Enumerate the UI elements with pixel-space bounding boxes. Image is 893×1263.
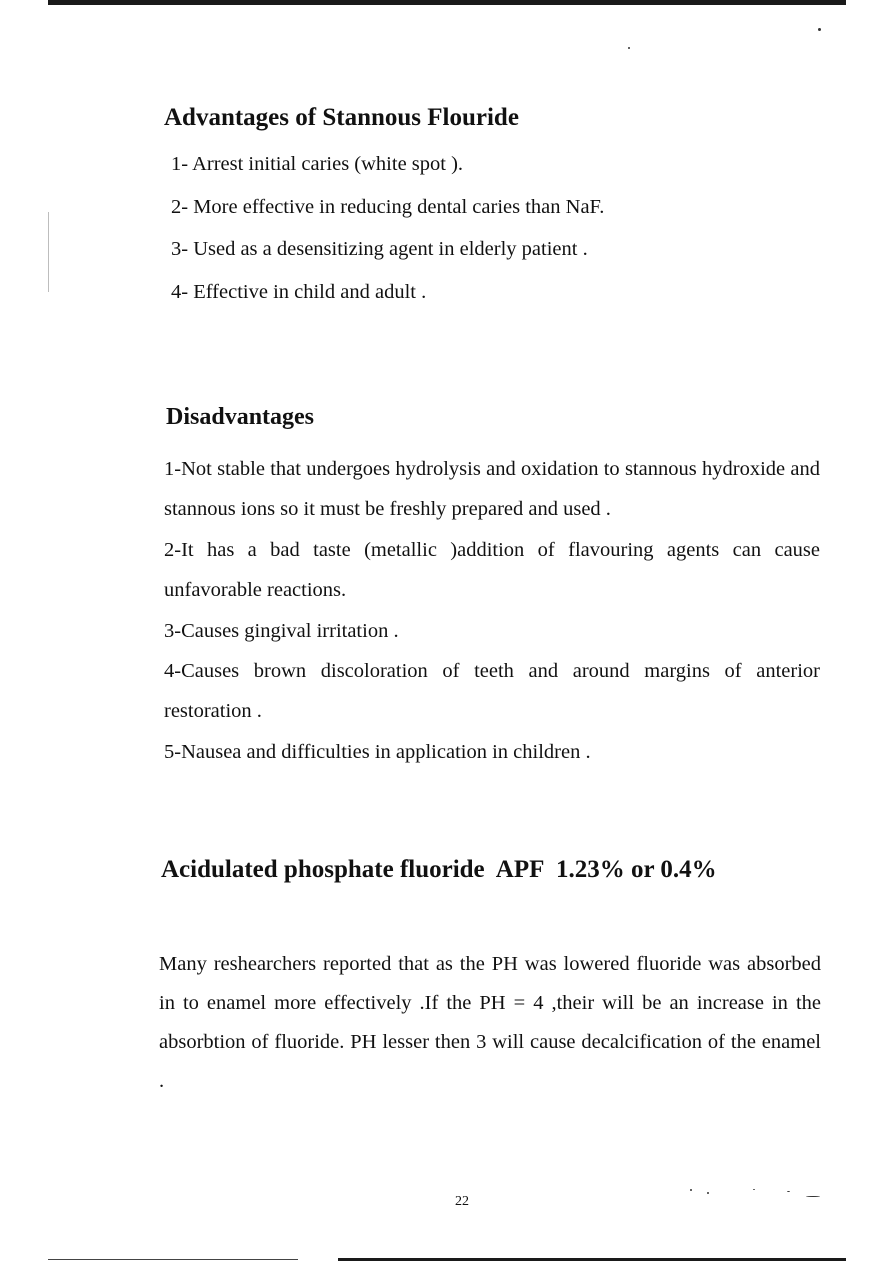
apf-heading: Acidulated phosphate fluoride APF 1.23% or 0.4% [161, 856, 717, 883]
scan-margin-line [48, 212, 49, 292]
scan-speck [690, 1189, 692, 1191]
scan-speck [806, 1196, 820, 1197]
disadvantages-heading: Disadvantages [166, 404, 315, 430]
scan-speck [753, 1189, 755, 1190]
top-border-rule [48, 0, 846, 5]
list-item: 4- Effective in child and adult . [171, 280, 427, 303]
advantages-list [171, 149, 604, 319]
bottom-border-rule-right [338, 1258, 846, 1261]
list-item: 4-Causes brown discoloration of teeth and around margins of anterior restoration . [164, 660, 820, 723]
scan-speck [628, 47, 630, 49]
list-item: 2- More effective in reducing dental caries than NaF. [171, 195, 605, 218]
list-item: 5-Nausea and difficulties in application in children . [164, 740, 591, 763]
list-item: 3- Used as a desensitizing agent in elderly patient . [171, 238, 588, 260]
list-item: 1- Arrest initial caries (white spot ). [171, 153, 464, 175]
scan-speck [707, 1192, 709, 1194]
page-number: 22 [455, 1194, 469, 1209]
list-item: 1-Not stable that undergoes hydrolysis and oxidation to stannous hydroxide and stannous ions so it must be freshly prepared and used . [164, 458, 820, 521]
advantages-heading: Advantages of Stannous Flouride [164, 104, 519, 131]
list-item: 2-It has a bad taste (metallic )addition of flavouring agents can cause unfavorable reactions. [164, 538, 820, 602]
apf-paragraph: Many reshearchers reported that as the PH was lowered fluoride was absorbed in to enamel more effectively .If the PH = 4 ,their will be an increase in the absorbtion of fluoride. PH lesser then 3 will cause decalcification of the enamel . [159, 953, 821, 1092]
disadvantages-list [164, 449, 820, 772]
list-item: 3-Causes gingival irritation . [164, 619, 399, 642]
scan-speck [818, 28, 821, 31]
bottom-border-rule-left [48, 1259, 298, 1260]
scan-speck [787, 1191, 790, 1192]
